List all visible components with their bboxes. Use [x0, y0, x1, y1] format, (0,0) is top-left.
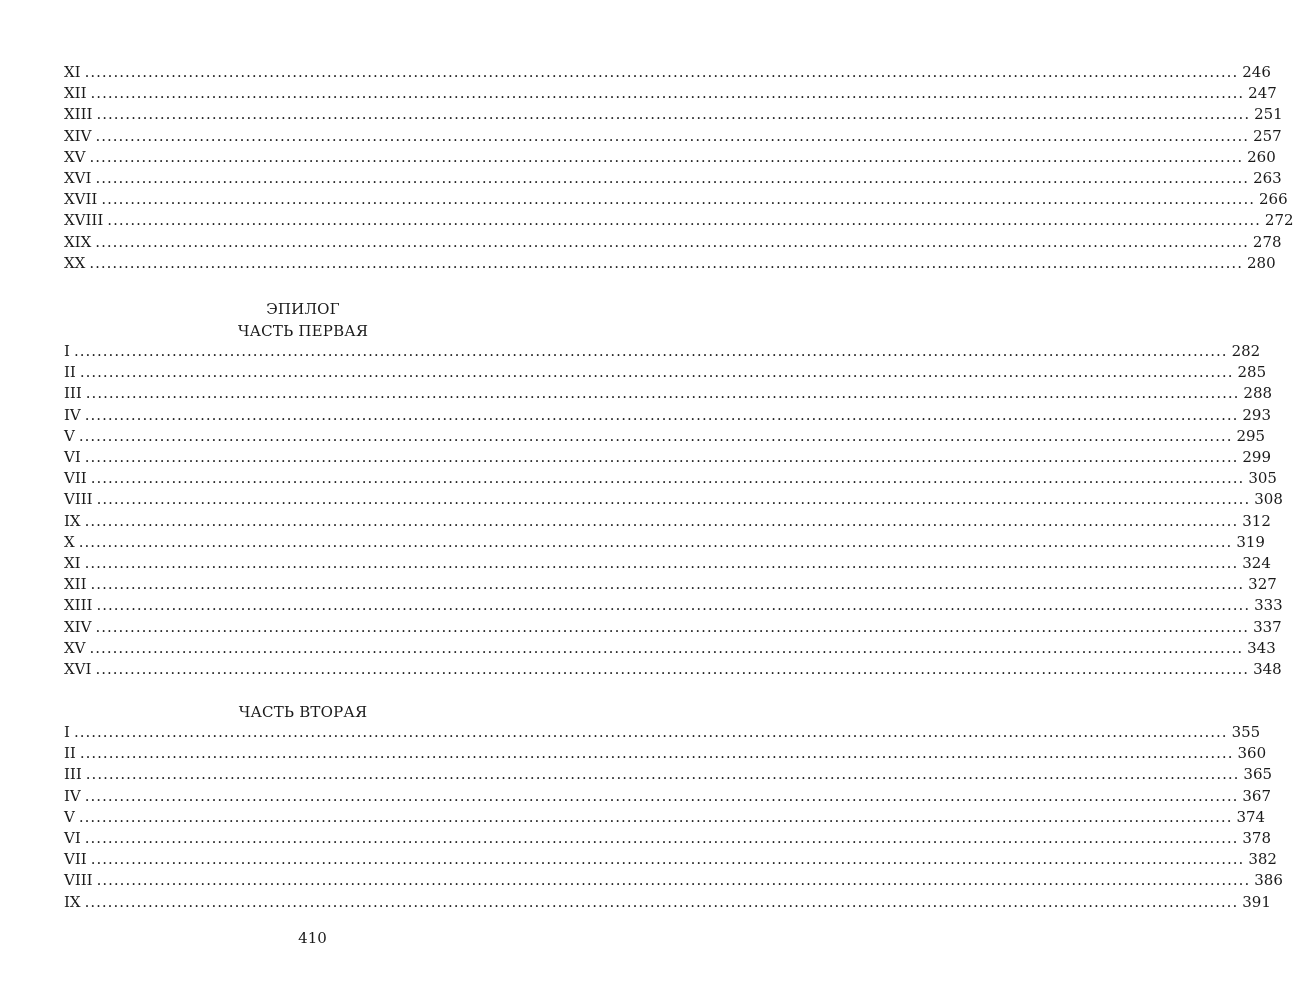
chapter-number: X [64, 532, 75, 551]
chapter-number: III [64, 765, 82, 784]
page-ref: 288 [1243, 384, 1273, 403]
page-ref: 285 [1237, 363, 1267, 382]
chapter-number: XIV [64, 126, 92, 145]
page-ref: 333 [1254, 596, 1283, 615]
page-ref: 263 [1253, 169, 1282, 187]
chapter-number: II [64, 363, 76, 382]
page-ref: 360 [1237, 744, 1267, 763]
toc-entry [64, 83, 1277, 104]
page-ref: 365 [1243, 765, 1273, 784]
chapter-number: VII [64, 850, 87, 869]
dot-leader: ........................................................................................................................................................................................................ [85, 384, 1240, 403]
dot-leader: ........................................................................................................................................................................................................ [95, 617, 1250, 636]
chapter-number: I [64, 723, 70, 741]
page-ref: 319 [1236, 532, 1265, 551]
dot-leader: ........................................................................................................................................................................................................ [96, 871, 1251, 890]
part-two-heading: ЧАСТЬ ВТОРАЯ [238, 703, 368, 721]
page-ref: 308 [1254, 490, 1283, 509]
dot-leader: ........................................................................................................................................................................................................ [84, 511, 1239, 530]
toc-entry [64, 807, 1266, 828]
dot-leader: ........................................................................................................................................................................................................ [96, 105, 1251, 124]
dot-leader: ........................................................................................................................................................................................................ [95, 232, 1249, 251]
dot-leader: ........................................................................................................................................................................................................ [89, 638, 1244, 657]
dot-leader: ........................................................................................................................................................................................................ [84, 554, 1239, 572]
toc-entry [64, 210, 1294, 231]
chapter-number: VI [64, 829, 81, 847]
chapter-number: XVI [64, 660, 92, 678]
toc-entry [64, 574, 1277, 595]
toc-entry [64, 638, 1276, 659]
chapter-number: II [64, 744, 76, 763]
dot-leader: ........................................................................................................................................................................................................ [96, 490, 1251, 509]
page-ref: 324 [1242, 554, 1271, 572]
toc-entry [64, 870, 1283, 891]
page-ref: 299 [1242, 448, 1272, 466]
dot-leader: ........................................................................................................................................................................................................ [90, 469, 1245, 488]
toc-entry [64, 104, 1283, 125]
chapter-number: VIII [64, 490, 93, 509]
toc-entry [64, 147, 1276, 168]
toc-entry [64, 126, 1282, 147]
dot-leader: ........................................................................................................................................................................................................ [73, 342, 1228, 360]
toc-entry [64, 362, 1267, 383]
dot-leader: ........................................................................................................................................................................................................ [84, 892, 1239, 911]
dot-leader: ........................................................................................................................................................................................................ [78, 807, 1233, 826]
page-ref: 247 [1248, 84, 1277, 103]
toc-entry [64, 595, 1283, 616]
chapter-number: VIII [64, 871, 93, 890]
epilogue-heading: ЭПИЛОГ [266, 300, 340, 318]
page-ref: 305 [1248, 469, 1277, 488]
dot-leader: ........................................................................................................................................................................................................ [90, 575, 1245, 594]
page-ref: 355 [1231, 723, 1261, 741]
page-ref: 343 [1247, 638, 1276, 657]
page-ref: 278 [1252, 232, 1282, 251]
dot-leader: ........................................................................................................................................................................................................ [84, 448, 1239, 466]
chapter-number: V [64, 807, 75, 826]
page-ref: 280 [1246, 253, 1276, 272]
toc-entry [64, 828, 1272, 849]
dot-leader: ........................................................................................................................................................................................................ [84, 786, 1239, 805]
dot-leader: ........................................................................................................................................................................................................ [84, 829, 1239, 847]
chapter-number: IV [64, 786, 81, 805]
page-ref: 367 [1242, 786, 1272, 805]
page-ref: 246 [1242, 63, 1271, 81]
dot-leader: ........................................................................................................................................................................................................ [95, 660, 1250, 678]
toc-entry [64, 426, 1266, 447]
page-ref: 251 [1254, 105, 1283, 124]
page-ref: 378 [1242, 829, 1272, 847]
dot-leader: ........................................................................................................................................................................................................ [85, 765, 1240, 784]
chapter-number: XVII [64, 190, 98, 209]
chapter-number: XII [64, 84, 87, 103]
chapter-number: IX [64, 511, 81, 530]
chapter-number: XVIII [64, 211, 104, 230]
dot-leader: ........................................................................................................................................................................................................ [73, 723, 1228, 741]
page-ref: 295 [1236, 426, 1266, 445]
page-ref: 282 [1231, 342, 1261, 360]
dot-leader: ........................................................................................................................................................................................................ [95, 169, 1250, 187]
chapter-number: IX [64, 892, 81, 911]
page-ref: 272 [1264, 211, 1294, 230]
page-ref: 391 [1242, 892, 1271, 911]
page-ref: 293 [1242, 405, 1272, 424]
dot-leader: ........................................................................................................................................................................................................ [78, 532, 1233, 551]
part-one-heading: ЧАСТЬ ПЕРВАЯ [237, 322, 369, 340]
dot-leader: ........................................................................................................................................................................................................ [78, 426, 1233, 445]
toc-entry [64, 764, 1273, 785]
chapter-number: VII [64, 469, 87, 488]
toc-entry [64, 447, 1272, 468]
dot-leader: ........................................................................................................................................................................................................ [79, 363, 1234, 382]
toc-entry [64, 722, 1261, 743]
page-ref: 386 [1254, 871, 1283, 890]
chapter-number: VI [64, 448, 81, 466]
page-ref: 348 [1253, 660, 1282, 678]
toc-entry [64, 189, 1288, 210]
page-ref: 312 [1242, 511, 1271, 530]
chapter-number: XI [64, 63, 81, 81]
page-ref: 337 [1253, 617, 1282, 636]
toc-entry [64, 168, 1282, 189]
toc-entry [64, 253, 1276, 274]
toc-entry [64, 786, 1272, 807]
chapter-number: XI [64, 554, 81, 572]
page-ref: 257 [1253, 126, 1282, 145]
dot-leader: ........................................................................................................................................................................................................ [101, 190, 1255, 209]
toc-entry [64, 468, 1277, 489]
toc-entry [64, 659, 1282, 680]
page-ref: 382 [1248, 850, 1277, 869]
page-ref: 260 [1247, 147, 1276, 166]
chapter-number: XV [64, 638, 86, 657]
chapter-number: XX [64, 253, 86, 272]
chapter-number: XVI [64, 169, 92, 187]
page-number: 410 [298, 929, 327, 947]
toc-entry [64, 892, 1271, 913]
dot-leader: ........................................................................................................................................................................................................ [90, 84, 1245, 103]
dot-leader: ........................................................................................................................................................................................................ [84, 63, 1239, 81]
chapter-number: V [64, 426, 75, 445]
page-ref: 266 [1259, 190, 1288, 209]
toc-entry [64, 617, 1282, 638]
toc-entry [64, 532, 1265, 553]
toc-entry [64, 511, 1271, 532]
chapter-number: XIV [64, 617, 92, 636]
chapter-number: IV [64, 405, 81, 424]
chapter-number: XIII [64, 105, 93, 124]
toc-entry [64, 383, 1273, 404]
dot-leader: ........................................................................................................................................................................................................ [107, 211, 1261, 230]
dot-leader: ........................................................................................................................................................................................................ [95, 126, 1250, 145]
dot-leader: ........................................................................................................................................................................................................ [90, 850, 1245, 869]
chapter-number: III [64, 384, 82, 403]
chapter-number: XIX [64, 232, 92, 251]
toc-entry [64, 341, 1261, 362]
toc-entry [64, 405, 1272, 426]
page-ref: 327 [1248, 575, 1277, 594]
chapter-number: XV [64, 147, 86, 166]
toc-entry [64, 489, 1283, 510]
dot-leader: ........................................................................................................................................................................................................ [79, 744, 1234, 763]
dot-leader: ........................................................................................................................................................................................................ [84, 405, 1239, 424]
chapter-number: I [64, 342, 70, 360]
dot-leader: ........................................................................................................................................................................................................ [89, 253, 1243, 272]
toc-entry [64, 62, 1271, 83]
page-ref: 374 [1236, 807, 1266, 826]
toc-entry [64, 743, 1267, 764]
dot-leader: ........................................................................................................................................................................................................ [96, 596, 1251, 615]
chapter-number: XIII [64, 596, 93, 615]
chapter-number: XII [64, 575, 87, 594]
toc-entry [64, 232, 1282, 253]
toc-entry [64, 553, 1271, 574]
toc-entry [64, 849, 1277, 870]
dot-leader: ........................................................................................................................................................................................................ [89, 147, 1244, 166]
